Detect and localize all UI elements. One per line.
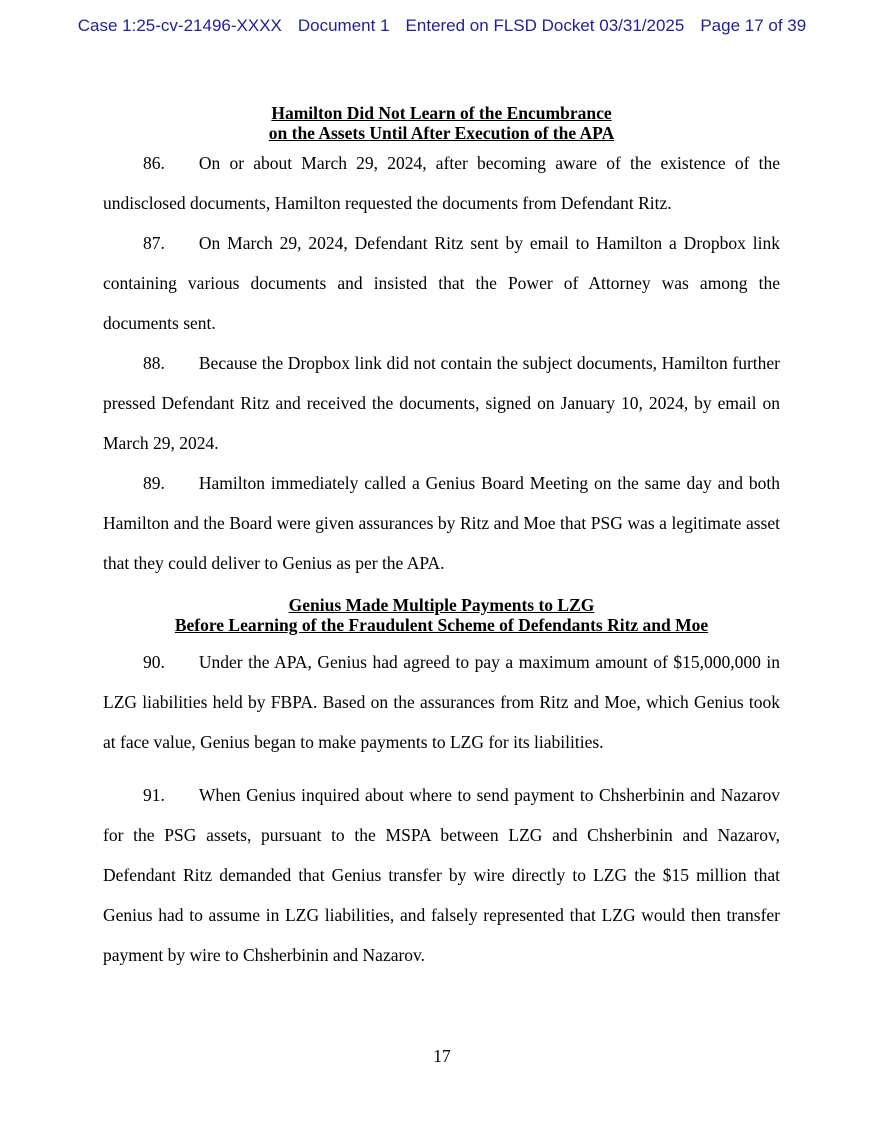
- paragraph-89: [103, 463, 780, 583]
- paragraph-number: 91.: [143, 785, 165, 805]
- section-heading-payments: [103, 595, 780, 635]
- document-body: [103, 103, 780, 975]
- paragraph-number: 89.: [143, 473, 165, 493]
- heading-line: Hamilton Did Not Learn of the Encumbrance: [271, 103, 612, 123]
- heading-line: Genius Made Multiple Payments to LZG: [288, 595, 595, 615]
- paragraph-number: 87.: [143, 233, 165, 253]
- paragraph-text: On March 29, 2024, Defendant Ritz sent by email to Hamilton a Dropbox link containing various documents and insisted that the Power of Attorney was among the documents sent.: [103, 233, 780, 333]
- document-number: Document 1: [297, 16, 390, 35]
- paragraph-text: Because the Dropbox link did not contain the subject documents, Hamilton further pressed Defendant Ritz and received the documents, signed on January 10, 2024, by email on March 29, 2024.: [103, 353, 780, 453]
- case-number: Case 1:25-cv-21496-XXXX: [77, 16, 282, 35]
- paragraph-88: [103, 343, 780, 463]
- paragraph-number: 86.: [143, 153, 165, 173]
- paragraph-text: On or about March 29, 2024, after becoming aware of the existence of the undisclosed documents, Hamilton requested the documents from Defendant Ritz.: [103, 153, 780, 213]
- paragraph-87: [103, 223, 780, 343]
- page-number: 17: [433, 1046, 451, 1066]
- page-indicator: Page 17 of 39: [700, 16, 807, 35]
- paragraph-number: 90.: [143, 652, 165, 672]
- paragraph-number: 88.: [143, 353, 165, 373]
- docket-entry: Entered on FLSD Docket 03/31/2025: [405, 16, 685, 35]
- paragraph-91: [103, 775, 780, 975]
- paragraph-text: When Genius inquired about where to send payment to Chsherbinin and Nazarov for the PSG assets, pursuant to the MSPA between LZG and Chsherbinin and Nazarov, Defendant Ritz demanded that Genius transfer by wire directly to LZG the $15 million that Genius had to assume in LZG liabilities, and falsely represented that LZG would then transfer payment by wire to Chsherbinin and Nazarov.: [103, 785, 780, 965]
- heading-line: on the Assets Until After Execution of the APA: [268, 123, 615, 143]
- paragraph-90: [103, 642, 780, 762]
- paragraph-text: Hamilton immediately called a Genius Board Meeting on the same day and both Hamilton and the Board were given assurances by Ritz and Moe that PSG was a legitimate asset that they could deliver to Genius as per the APA.: [103, 473, 780, 573]
- heading-line: Before Learning of the Fraudulent Scheme of Defendants Ritz and Moe: [174, 615, 709, 635]
- section-heading-encumbrance: [103, 103, 780, 143]
- ecf-stamp-header: [0, 16, 884, 36]
- paragraph-text: Under the APA, Genius had agreed to pay a maximum amount of $15,000,000 in LZG liabilities held by FBPA. Based on the assurances from Ritz and Moe, which Genius took at face value, Genius began to make payments to LZG for its liabilities.: [103, 652, 780, 752]
- paragraph-86: [103, 143, 780, 223]
